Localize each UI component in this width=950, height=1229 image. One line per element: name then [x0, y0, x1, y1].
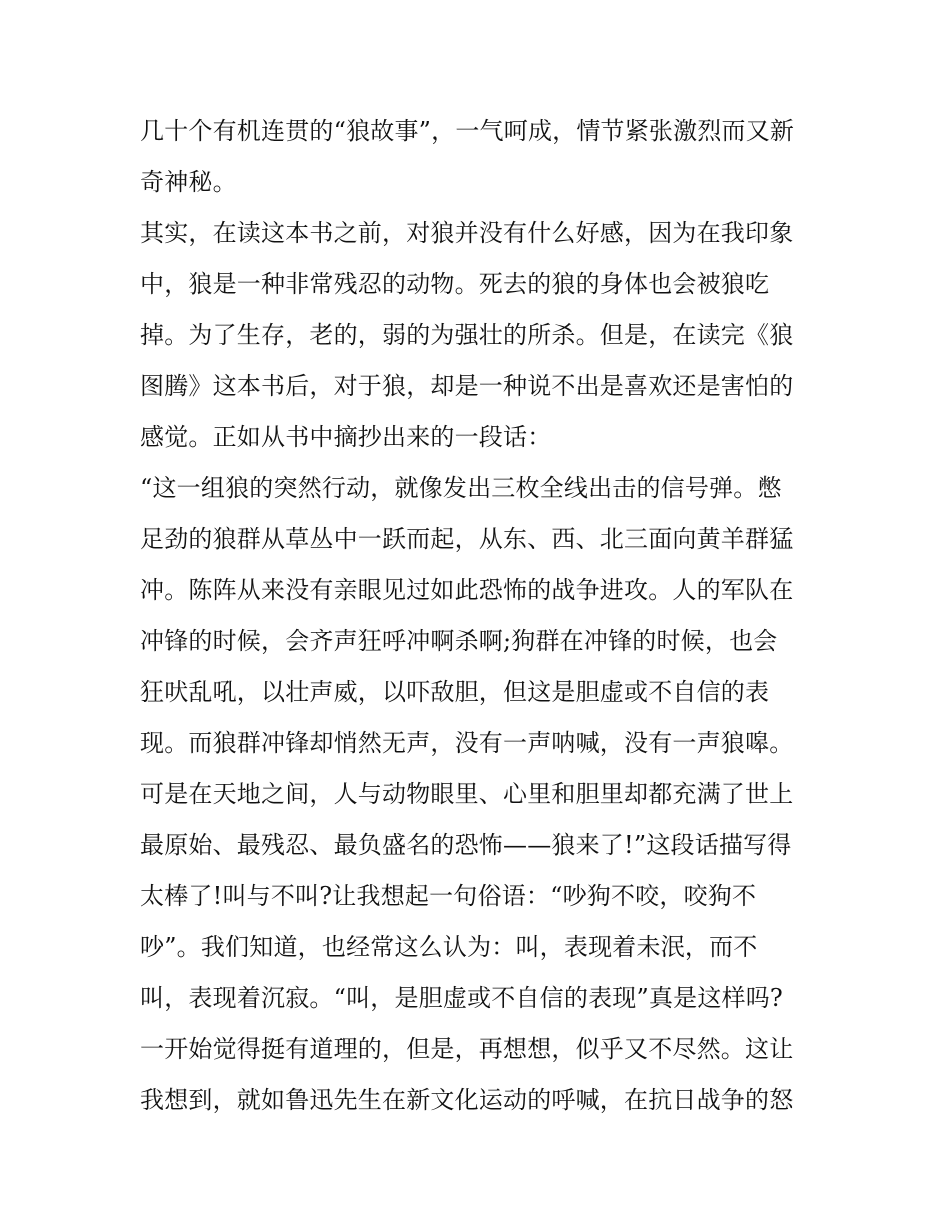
text-line: 图腾》这本书后，对于狼，却是一种说不出是喜欢还是害怕的 [140, 372, 794, 400]
text-line: 狂吠乱吼，以壮声威，以吓敌胆，但这是胆虚或不自信的表 [140, 678, 770, 706]
text-line: 感觉。正如从书中摘抄出来的一段话： [140, 423, 552, 451]
text-line: 叫，表现着沉寂。“叫，是胆虚或不自信的表现”真是这样吗? [140, 984, 784, 1012]
text-line: 可是在天地之间，人与动物眼里、心里和胆里却都充满了世上 [140, 780, 794, 808]
text-line: 冲锋的时候，会齐声狂呼冲啊杀啊;狗群在冲锋的时候，也会 [140, 627, 778, 655]
essay-text [140, 106, 820, 1126]
text-line: 现。而狼群冲锋却悄然无声，没有一声呐喊，没有一声狼嗥。 [140, 729, 794, 757]
text-line: 最原始、最残忍、最负盛名的恐怖——狼来了!”这段话描写得 [140, 831, 792, 859]
text-line: 一开始觉得挺有道理的，但是，再想想，似乎又不尽然。这让 [140, 1035, 794, 1063]
text-line: 足劲的狼群从草丛中一跃而起，从东、西、北三面向黄羊群猛 [140, 525, 794, 553]
text-line: 奇神秘。 [140, 168, 237, 196]
text-line: “这一组狼的突然行动，就像发出三枚全线出击的信号弹。憋 [140, 474, 782, 502]
text-line: 太棒了!叫与不叫?让我想起一句俗语：“吵狗不咬，咬狗不 [140, 882, 757, 910]
text-line: 冲。陈阵从来没有亲眼见过如此恐怖的战争进攻。人的军队在 [140, 576, 794, 604]
text-line: 我想到，就如鲁迅先生在新文化运动的呼喊，在抗日战争的怒 [140, 1086, 794, 1114]
text-line: 几十个有机连贯的“狼故事”，一气呵成，情节紧张激烈而又新 [140, 117, 795, 145]
text-line: 吵”。我们知道，也经常这么认为：叫，表现着未泯，而不 [140, 933, 758, 961]
text-line: 中，狼是一种非常残忍的动物。死去的狼的身体也会被狼吃 [140, 270, 770, 298]
text-line: 其实，在读这本书之前，对狼并没有什么好感，因为在我印象 [140, 219, 794, 247]
text-line: 掉。为了生存，老的，弱的为强壮的所杀。但是，在读完《狼 [140, 321, 794, 349]
